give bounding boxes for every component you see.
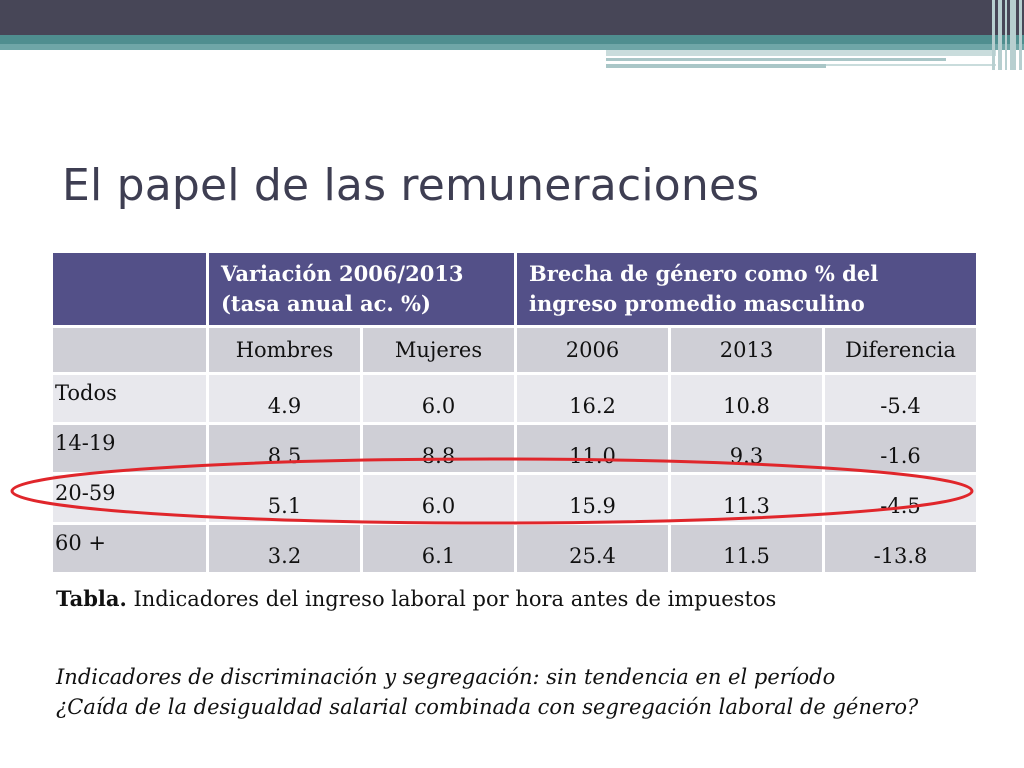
row-label: 60 + [52,524,208,574]
decor-line [826,64,996,66]
table-cell: 11.0 [516,424,670,474]
table-cell: 16.2 [516,374,670,424]
table-cell: -13.8 [824,524,978,574]
row-label: 20-59 [52,474,208,524]
decor-line [606,58,946,61]
subheader-empty-cell [52,327,208,374]
table-cell: 9.3 [670,424,824,474]
subheader-2006: 2006 [516,327,670,374]
subheader-2013: 2013 [670,327,824,374]
table-cell: 11.5 [670,524,824,574]
notes [56,662,918,722]
top-decor-band [0,0,1024,35]
subheader-mujeres: Mujeres [362,327,516,374]
table-cell: 8.8 [362,424,516,474]
header-variacion-line2: (tasa anual ac. %) [221,291,431,316]
header-brecha-line2: ingreso promedio masculino [529,291,865,316]
table-cell: -1.6 [824,424,978,474]
note-line-1: Indicadores de discriminación y segregación: sin tendencia en el período [56,665,836,689]
row-label: Todos [52,374,208,424]
table-cell: 3.2 [208,524,362,574]
table-cell: 6.1 [362,524,516,574]
table-cell: -4.5 [824,474,978,524]
header-brecha [516,252,978,327]
decor-line [606,50,996,56]
caption-bold: Tabla. [56,586,127,611]
table-cell: 6.0 [362,474,516,524]
table-cell: 25.4 [516,524,670,574]
header-brecha-line1: Brecha de género como % del [529,261,879,286]
decor-vertical-bars [990,0,1024,70]
table-cell: 11.3 [670,474,824,524]
table-row [52,424,978,474]
table-cell: 5.1 [208,474,362,524]
table-caption [56,586,776,611]
subheader-diferencia: Diferencia [824,327,978,374]
table-row [52,524,978,574]
slide-title: El papel de las remuneraciones [62,160,760,211]
row-label: 14-19 [52,424,208,474]
caption-text: Indicadores del ingreso laboral por hora antes de impuestos [126,587,777,611]
table-cell: 6.0 [362,374,516,424]
table-cell: 15.9 [516,474,670,524]
table-cell: 4.9 [208,374,362,424]
table-cell: -5.4 [824,374,978,424]
data-table [50,250,979,575]
table-subheader-row [52,327,978,374]
table-cell: 10.8 [670,374,824,424]
table-row [52,374,978,424]
table-row [52,474,978,524]
note-line-2: ¿Caída de la desigualdad salarial combinada con segregación laboral de género? [56,695,919,719]
table-cell: 8.5 [208,424,362,474]
header-variacion [208,252,516,327]
decor-line [606,64,826,68]
subheader-hombres: Hombres [208,327,362,374]
table-header-row [52,252,978,327]
header-variacion-line1: Variación 2006/2013 [221,261,464,286]
header-empty-cell [52,252,208,327]
